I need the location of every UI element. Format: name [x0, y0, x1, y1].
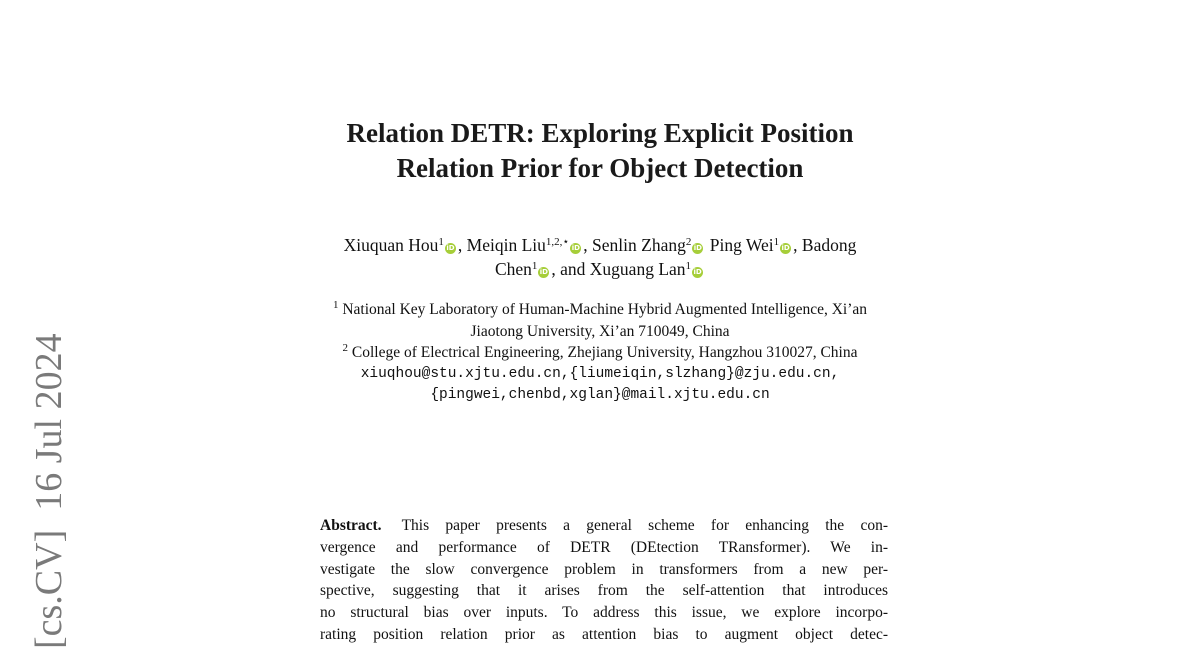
author-separator: , and [551, 259, 590, 279]
author-name: Ping Wei [709, 235, 774, 255]
author-name: Xuguang Lan [589, 259, 686, 279]
title-line-1: Relation DETR: Exploring Explicit Position [346, 118, 854, 148]
affiliation-1-line-1 [230, 299, 970, 321]
title-line-2: Relation Prior for Object Detection [396, 153, 804, 183]
author-affil-mark: 1 [438, 236, 444, 248]
orcid-icon[interactable]: iD [693, 268, 702, 276]
abstract-line [320, 515, 888, 537]
author-name-part: Badong [801, 235, 857, 255]
abstract-line: rating position relation prior as attention bias to augment object detec- [320, 625, 888, 643]
author-name: Senlin Zhang [592, 235, 686, 255]
author-line-1 [230, 233, 970, 257]
abstract-line: no structural bias over inputs. To address this issue, we explore incorpo- [320, 604, 888, 622]
affiliation-2 [230, 342, 970, 364]
author-name: Meiqin Liu [466, 235, 546, 255]
author-separator: , [793, 235, 802, 255]
affiliation-text: College of Electrical Engineering, Zhejiang University, Hangzhou 310027, China [351, 344, 858, 361]
author-name-part: Chen [494, 259, 532, 279]
orcid-icon[interactable]: iD [539, 268, 548, 276]
author-affil-mark: 1,2,⋆ [545, 236, 570, 248]
author-affil-mark: 1 [773, 236, 780, 248]
abstract-line: vestigate the slow convergence problem in transformers from a new per- [320, 560, 888, 578]
orcid-icon[interactable]: iD [446, 244, 455, 252]
affiliations [230, 299, 970, 407]
author-affil-mark: 1 [531, 260, 538, 272]
author-separator: , [583, 235, 593, 255]
abstract-line: vergence and performance of DETR (DEtection TRansformer). We in- [320, 538, 888, 556]
orcid-icon[interactable]: iD [781, 244, 790, 252]
author-name: Xiuquan Hou [343, 235, 439, 255]
author-line-2 [230, 257, 970, 281]
author-affil-mark: 1 [685, 260, 692, 272]
abstract-line: spective, suggesting that it arises from the self-attention that introduces [320, 582, 888, 600]
affiliation-mark: 2 [342, 342, 348, 354]
abstract-heading: Abstract. [320, 517, 382, 534]
author-affil-mark: 2 [685, 236, 692, 248]
author-separator: , [457, 235, 467, 255]
author-list [230, 233, 970, 281]
orcid-icon[interactable]: iD [571, 244, 580, 252]
affiliation-text: National Key Laboratory of Human-Machine Hybrid Augmented Intelligence, Xi’an [342, 301, 868, 318]
abstract-text: This paper presents a general scheme for enhancing the con- [401, 517, 888, 534]
abstract [320, 515, 888, 646]
affiliation-1-line-2: Jiaotong University, Xi’an 710049, China [470, 322, 730, 340]
affiliation-mark: 1 [332, 299, 339, 311]
paper-title [200, 116, 1000, 186]
orcid-icon[interactable]: iD [693, 244, 702, 252]
arxiv-stamp: [cs.CV] 16 Jul 2024 [28, 333, 70, 649]
email-line-1[interactable]: xiuqhou@stu.xjtu.edu.cn,{liumeiqin,slzhang}@zju.edu.cn, [360, 365, 840, 382]
email-line-2[interactable]: {pingwei,chenbd,xglan}@mail.xjtu.edu.cn [430, 387, 770, 403]
